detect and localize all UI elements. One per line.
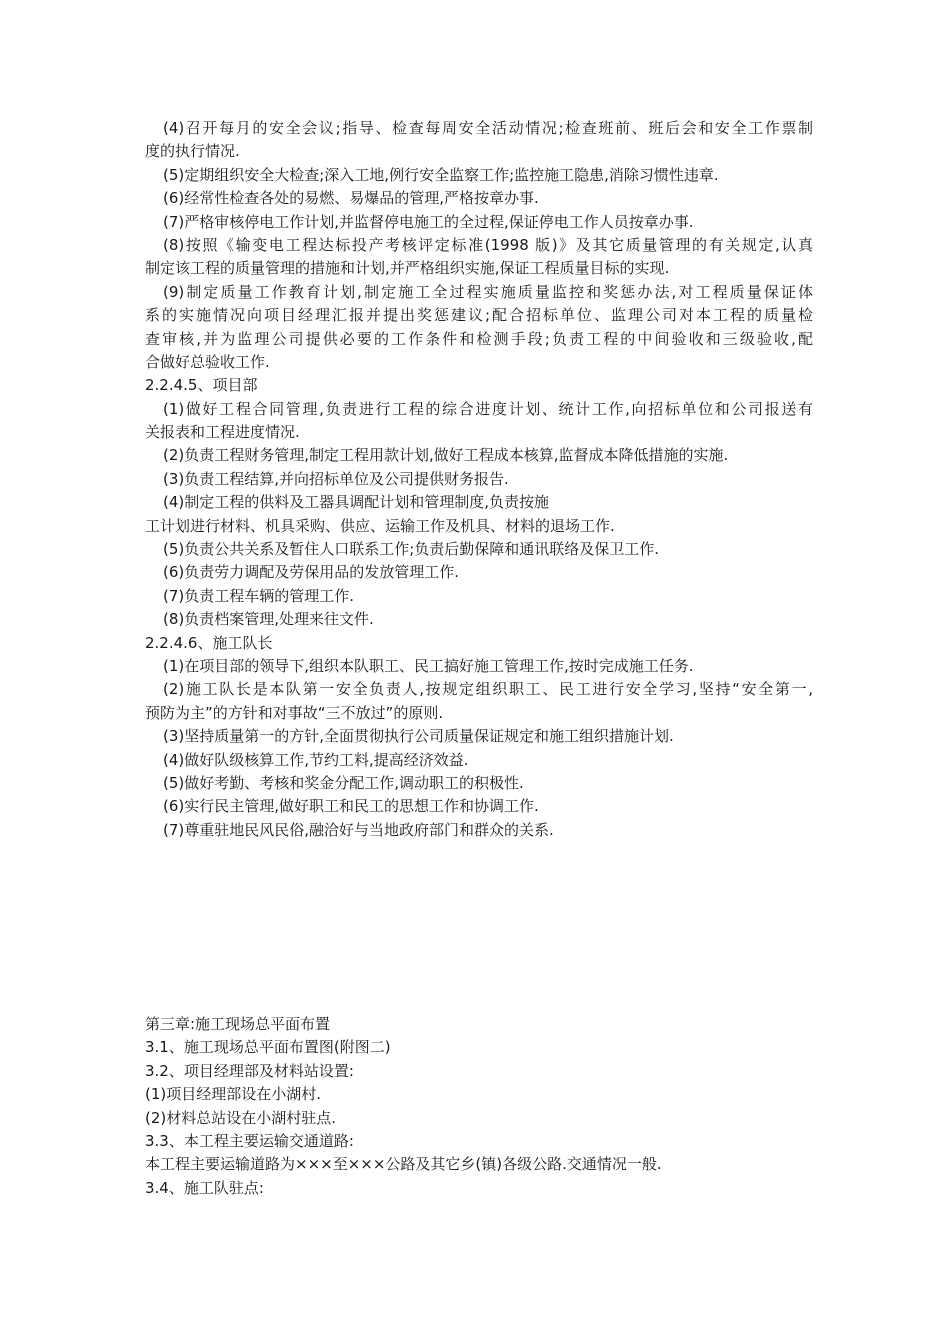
text-line: (9)制定质量工作教育计划,制定施工全过程实施质量监控和奖惩办法,对工程质量保证体 [163, 282, 813, 301]
text-line: (7)严格审核停电工作计划,并监督停电施工的全过程,保证停电工作人员按章办事. [163, 212, 694, 231]
text-line: (2)材料总站设在小湖村驻点. [145, 1108, 337, 1127]
text-line: (7)尊重驻地民风民俗,融洽好与当地政府部门和群众的关系. [163, 820, 554, 839]
text-line: (6)负责劳力调配及劳保用品的发放管理工作. [163, 563, 460, 582]
text-line: (3)负责工程结算,并向招标单位及公司提供财务报告. [163, 469, 509, 488]
text-line: 度的执行情况. [145, 142, 240, 161]
text-line: (4)制定工程的供料及工器具调配计划和管理制度,负责按施 [163, 493, 550, 512]
text-line: 2.2.4.6、施工队长 [145, 633, 273, 652]
text-line: 预防为主”的方针和对事故“三不放过”的原则. [145, 703, 444, 722]
text-line: 工计划进行材料、机具采购、供应、运输工作及机具、材料的退场工作. [145, 516, 615, 535]
text-line: 关报表和工程进度情况. [145, 423, 300, 442]
text-line: (1)项目经理部设在小湖村. [145, 1085, 322, 1104]
text-line: (1)在项目部的领导下,组织本队职工、民工搞好施工管理工作,按时完成施工任务. [163, 656, 694, 675]
text-line: 3.2、项目经理部及材料站设置: [145, 1061, 354, 1080]
text-line: 3.1、施工现场总平面布置图(附图二) [145, 1038, 391, 1057]
text-line: (3)坚持质量第一的方针,全面贯彻执行公司质量保证规定和施工组织措施计划. [163, 727, 674, 746]
text-line: (1)做好工程合同管理,负责进行工程的综合进度计划、统计工作,向招标单位和公司报送有 [163, 399, 813, 418]
text-line: (7)负责工程车辆的管理工作. [163, 586, 355, 605]
text-line: 第三章:施工现场总平面布置 [145, 1015, 331, 1033]
text-line: 系的实施情况向项目经理汇报并提出奖惩建议;配合招标单位、监理公司对本工程的质量检 [145, 306, 813, 325]
text-line: 查审核,并为监理公司提供必要的工作条件和检测手段;负责工程的中间验收和三级验收,配 [145, 329, 813, 348]
text-line: (8)按照《输变电工程达标投产考核评定标准(1998 版)》及其它质量管理的有关规定,认真 [163, 235, 813, 254]
text-line: 3.4、施工队驻点: [145, 1178, 264, 1197]
text-line: (4)召开每月的安全会议;指导、检查每周安全活动情况;检查班前、班后会和安全工作票制 [163, 119, 813, 137]
text-line: 制定该工程的质量管理的措施和计划,并严格组织实施,保证工程质量目标的实现. [145, 259, 670, 278]
text-line: (5)定期组织安全大检查;深入工地,例行安全监察工作;监控施工隐患,消除习惯性违章. [163, 165, 719, 184]
text-line: (8)负责档案管理,处理来往文件. [163, 610, 374, 629]
text-line: 合做好总验收工作. [145, 352, 270, 371]
text-line: (5)负责公共关系及暂住人口联系工作;负责后勤保障和通讯联络及保卫工作. [163, 540, 660, 559]
text-line: 本工程主要运输道路为×××至×××公路及其它乡(镇)各级公路.交通情况一般. [145, 1155, 662, 1174]
text-line: (4)做好队级核算工作,节约工料,提高经济效益. [163, 750, 469, 769]
section-duties [145, 117, 813, 842]
section-chapter-3 [145, 1013, 813, 1200]
text-line: (2)施工队长是本队第一安全负责人,按规定组织职工、民工进行安全学习,坚持“安全第一, [163, 680, 813, 699]
text-line: (6)经常性检查各处的易燃、易爆品的管理,严格按章办事. [163, 189, 539, 208]
text-line: (6)实行民主管理,做好职工和民工的思想工作和协调工作. [163, 797, 539, 816]
text-line: 3.3、本工程主要运输交通道路: [145, 1131, 354, 1150]
text-line: (5)做好考勤、考核和奖金分配工作,调动职工的积极性. [163, 773, 524, 792]
text-line: (2)负责工程财务管理,制定工程用款计划,做好工程成本核算,监督成本降低措施的实施. [163, 446, 729, 465]
text-line: 2.2.4.5、项目部 [145, 376, 258, 395]
